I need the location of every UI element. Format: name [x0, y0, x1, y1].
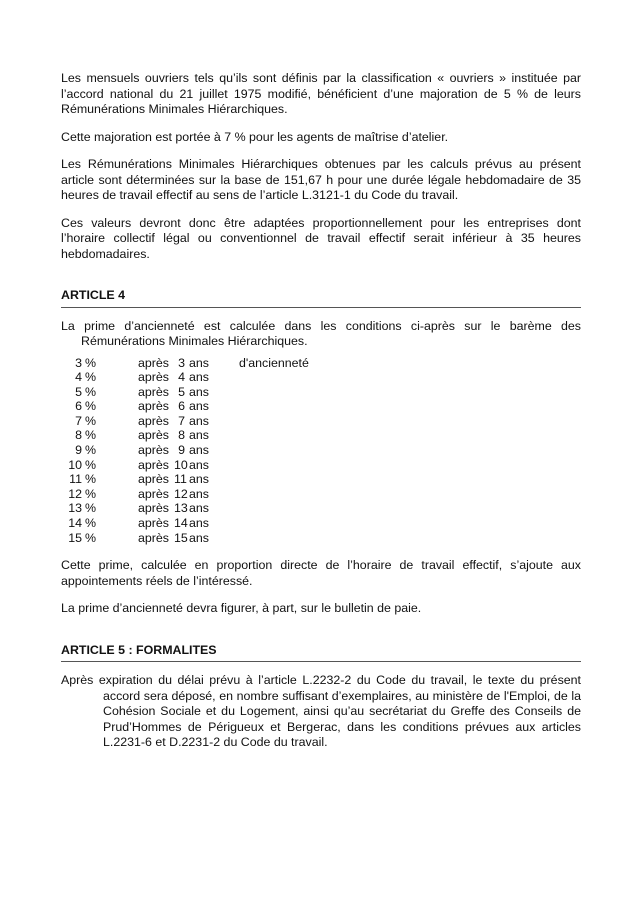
years-value: 14: [174, 516, 188, 531]
years-cell: [174, 428, 239, 443]
years-unit: ans: [189, 516, 209, 531]
percentage-unit: %: [85, 355, 97, 370]
years-cell: [174, 501, 239, 516]
years-unit: ans: [189, 355, 209, 370]
apres-cell: après: [138, 457, 169, 472]
years-unit: ans: [189, 501, 209, 516]
years-unit: ans: [189, 530, 209, 545]
article-4-paragraph-after-1: Cette prime, calculée en proportion directe de l’horaire de travail effectif, s’ajoute aux appointements réels de l’intéressé.: [61, 558, 581, 588]
years-cell: [174, 443, 239, 458]
percentage-cell: [61, 501, 138, 516]
years-unit: ans: [189, 457, 209, 472]
years-unit: ans: [189, 428, 209, 443]
percentage-cell: [61, 414, 138, 429]
intro-paragraph-2: Cette majoration est portée à 7 % pour les agents de maîtrise d’atelier.: [61, 129, 449, 144]
years-value: 3: [178, 355, 185, 370]
years-cell: [174, 356, 239, 371]
percentage-value: 3: [75, 355, 82, 370]
years-cell: [174, 370, 239, 385]
percentage-cell: [61, 356, 138, 371]
apres-cell: après: [138, 355, 169, 370]
apres-cell: après: [138, 530, 169, 545]
percentage-unit: %: [85, 501, 97, 516]
percentage-value: 10: [68, 457, 82, 472]
percentage-cell: [61, 516, 138, 531]
percentage-value: 11: [69, 472, 82, 487]
percentage-value: 13: [68, 501, 82, 516]
table-row: [61, 370, 309, 385]
apres-cell: après: [138, 413, 169, 428]
years-cell: [174, 472, 239, 487]
table-row: [61, 356, 309, 371]
intro-paragraph-4: Ces valeurs devront donc être adaptées proportionnellement pour les entreprises dont l’horaire collectif légal ou conventionnel de travail effectif serait inférieur à 35 heures hebdomadaires.: [61, 215, 581, 261]
percentage-cell: [61, 399, 138, 414]
percentage-value: 15: [68, 530, 82, 545]
article-4-heading: ARTICLE 4: [61, 288, 581, 308]
percentage-unit: %: [85, 384, 97, 399]
article-4-paragraph-after-2: La prime d’ancienneté devra figurer, à part, sur le bulletin de paie.: [61, 601, 422, 616]
article-5-heading: ARTICLE 5 : FORMALITES: [61, 643, 581, 663]
years-unit: ans: [189, 413, 209, 428]
anciennete-label: d'ancienneté: [239, 355, 309, 370]
years-value: 12: [174, 486, 188, 501]
percentage-unit: %: [85, 457, 97, 472]
table-row: [61, 487, 309, 502]
years-unit: ans: [189, 486, 209, 501]
years-cell: [174, 414, 239, 429]
percentage-cell: [61, 472, 138, 487]
apres-cell: après: [138, 486, 169, 501]
years-unit: ans: [189, 370, 209, 385]
years-unit: ans: [189, 384, 209, 399]
percentage-unit: %: [85, 516, 97, 531]
percentage-value: 7: [75, 413, 82, 428]
years-value: 4: [178, 370, 185, 385]
percentage-unit: %: [85, 399, 97, 414]
percentage-unit: %: [85, 428, 97, 443]
years-value: 7: [178, 413, 185, 428]
years-cell: [174, 458, 239, 473]
table-row: [61, 428, 309, 443]
percentage-cell: [61, 370, 138, 385]
apres-cell: après: [138, 501, 169, 516]
percentage-value: 9: [75, 443, 82, 458]
years-unit: ans: [189, 399, 209, 414]
apres-cell: après: [138, 472, 169, 487]
percentage-value: 5: [75, 384, 82, 399]
percentage-value: 12: [68, 486, 82, 501]
table-row: [61, 385, 309, 400]
percentage-cell: [61, 531, 138, 546]
years-unit: ans: [189, 472, 209, 487]
years-cell: [174, 531, 239, 546]
percentage-unit: %: [85, 530, 97, 545]
years-value: 13: [174, 501, 188, 516]
apres-cell: après: [138, 516, 169, 531]
percentage-value: 8: [75, 428, 82, 443]
table-row: [61, 516, 309, 531]
years-value: 10: [174, 457, 188, 472]
percentage-cell: [61, 385, 138, 400]
percentage-unit: %: [85, 370, 97, 385]
percentage-value: 4: [75, 370, 82, 385]
seniority-scale-table: [61, 356, 309, 546]
table-row: [61, 414, 309, 429]
percentage-unit: %: [85, 486, 97, 501]
table-row: [61, 531, 309, 546]
percentage-cell: [61, 428, 138, 443]
article-4-intro: La prime d’ancienneté est calculée dans les conditions ci-après sur le barème des Rémunérations Minimales Hiérarchiques.: [61, 318, 581, 348]
apres-cell: après: [138, 399, 169, 414]
percentage-value: 6: [75, 399, 82, 414]
table-row: [61, 458, 309, 473]
years-value: 15: [174, 530, 188, 545]
percentage-unit: %: [85, 443, 97, 458]
percentage-cell: [61, 487, 138, 502]
table-row: [61, 399, 309, 414]
apres-cell: après: [138, 428, 169, 443]
years-value: 9: [178, 443, 185, 458]
percentage-unit: %: [85, 472, 97, 487]
years-value: 5: [178, 384, 185, 399]
years-cell: [174, 516, 239, 531]
apres-cell: après: [138, 384, 169, 399]
table-row: [61, 501, 309, 516]
apres-cell: après: [138, 443, 169, 458]
percentage-value: 14: [68, 516, 82, 531]
table-row: [61, 472, 309, 487]
percentage-cell: [61, 443, 138, 458]
apres-cell: après: [138, 370, 169, 385]
years-value: 11: [174, 472, 187, 487]
years-unit: ans: [189, 443, 209, 458]
years-cell: [174, 399, 239, 414]
intro-paragraph-1: Les mensuels ouvriers tels qu’ils sont définis par la classification « ouvriers » instituée par l’accord national du 21 juillet 1975 modifié, bénéficient d’une majoration de 5 % de leurs Rémunérations Minimales Hiérarchiques.: [61, 71, 581, 116]
years-cell: [174, 385, 239, 400]
percentage-cell: [61, 458, 138, 473]
years-value: 6: [178, 399, 185, 414]
years-cell: [174, 487, 239, 502]
intro-paragraph-3: Les Rémunérations Minimales Hiérarchiques obtenues par les calculs prévus au présent article sont déterminées sur la base de 151,67 h pour une durée légale hebdomadaire de 35 heures de travail effectif au sens de l’article L.3121-1 du Code du travail.: [61, 157, 581, 202]
percentage-unit: %: [85, 413, 97, 428]
article-5-text: Après expiration du délai prévu à l’article L.2232-2 du Code du travail, le texte du présent accord sera déposé, en nombre suffisant d’exemplaires, au ministère de l'Emploi, de la Cohésion Sociale et du Logement, ainsi qu’au secrétariat du Greffe des Conseils de Prud’Hommes de Périgueux et Bergerac, dans les conditions prévues aux articles L.2231-6 et D.2231-2 du Code du travail.: [61, 673, 581, 750]
years-value: 8: [178, 428, 185, 443]
table-row: [61, 443, 309, 458]
